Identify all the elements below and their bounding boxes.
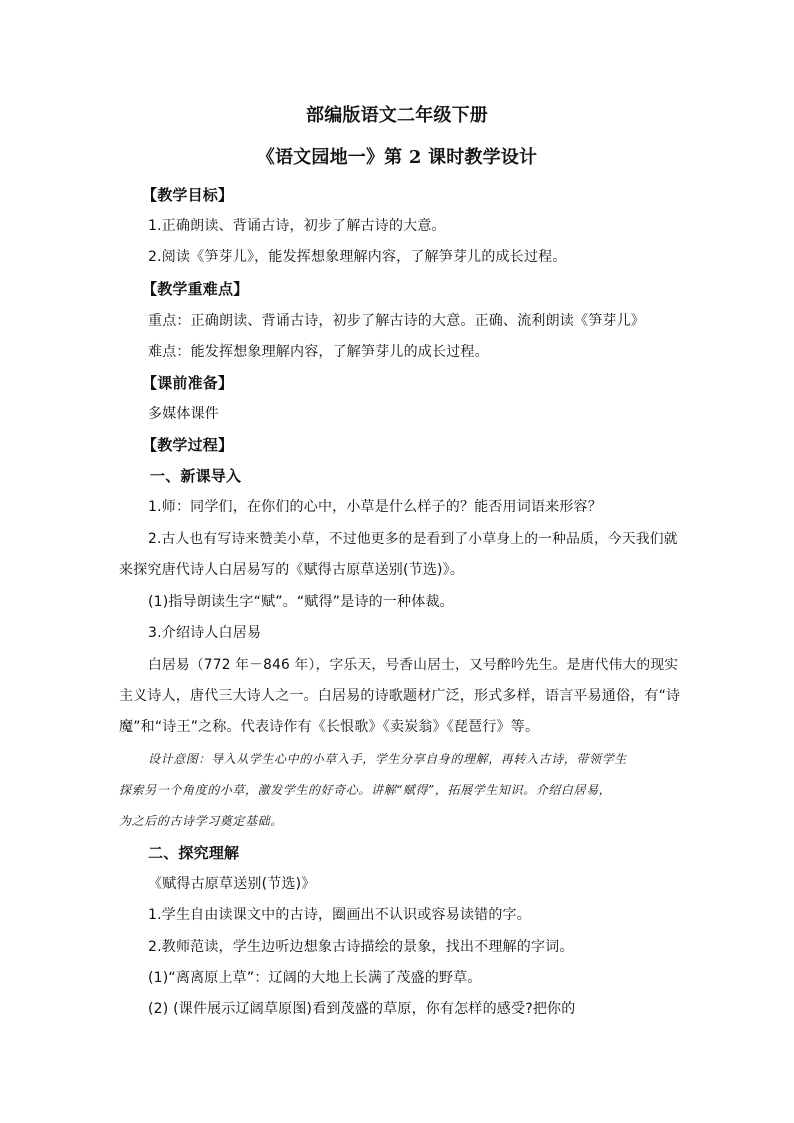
goals-heading: 【教学目标】 <box>142 186 234 204</box>
design-note-line: 探索另一个角度的小草，激发学生的好奇心。讲解“赋得”，拓展学生知识。介绍白居易， <box>119 783 612 797</box>
bio-line: 主义诗人，唐代三大诗人之一。白居易的诗歌题材广泛，形式多样，语言平易通俗，有“诗 <box>119 688 681 704</box>
part1-line: 3.介绍诗人白居易 <box>148 625 262 641</box>
prep-heading: 【课前准备】 <box>142 374 234 392</box>
part1-line: 来探究唐代诗人白居易写的《赋得古原草送别(节选)》。 <box>119 562 465 578</box>
part2-heading: 二、探究理解 <box>148 844 240 862</box>
part2-line: 2.教师范读，学生边听边想象古诗描绘的景象，找出不理解的字词。 <box>148 939 574 955</box>
document-title: 部编版语文二年级下册 <box>306 105 488 126</box>
bio-line: 白居易（772 年－846 年），字乐天，号香山居士，又号醉吟先生。是唐代伟大的现实 <box>148 657 679 673</box>
document-subtitle: 《语文园地一》第 2 课时教学设计 <box>256 147 538 168</box>
key-point-focus: 重点：正确朗读、背诵古诗，初步了解古诗的大意。正确、流利朗读《笋芽儿》 <box>148 313 645 329</box>
key-points-heading: 【教学重难点】 <box>142 280 249 298</box>
poem-title: 《赋得古原草送别(节选)》 <box>148 876 316 892</box>
part1-line: 1.师：同学们，在你们的心中，小草是什么样子的？能否用词语来形容？ <box>148 499 602 515</box>
key-point-difficulty: 难点：能发挥想象理解内容，了解笋芽儿的成长过程。 <box>148 344 489 360</box>
part2-line: 1.学生自由读课文中的古诗，圈画出不认识或容易读错的字。 <box>148 907 531 923</box>
goal-item: 2.阅读《笋芽儿》，能发挥想象理解内容，了解笋芽儿的成长过程。 <box>148 249 567 265</box>
part2-line: (2) (课件展示辽阔草原图)看到茂盛的草原，你有怎样的感受?把你的 <box>148 1001 576 1017</box>
bio-line: 魔”和“诗王”之称。代表诗作有《长恨歌》《卖炭翁》《琵琶行》等。 <box>119 719 540 735</box>
process-heading: 【教学过程】 <box>142 436 234 454</box>
part1-line: (1)指导朗读生字“赋”。“赋得”是诗的一种体裁。 <box>148 594 454 610</box>
part2-line: (1)“离离原上草”：辽阔的大地上长满了茂盛的野草。 <box>148 970 482 986</box>
design-note-line: 设计意图：导入从学生心中的小草入手，学生分享自身的理解，再转入古诗，带领学生 <box>148 752 627 766</box>
part1-line: 2.古人也有写诗来赞美小草，不过他更多的是看到了小草身上的一种品质，今天我们就 <box>148 531 678 547</box>
prep-text: 多媒体课件 <box>148 406 219 422</box>
goal-item: 1.正确朗读、背诵古诗，初步了解古诗的大意。 <box>148 218 446 234</box>
part1-heading: 一、新课导入 <box>150 467 242 485</box>
design-note-line: 为之后的古诗学习奠定基础。 <box>119 814 283 828</box>
